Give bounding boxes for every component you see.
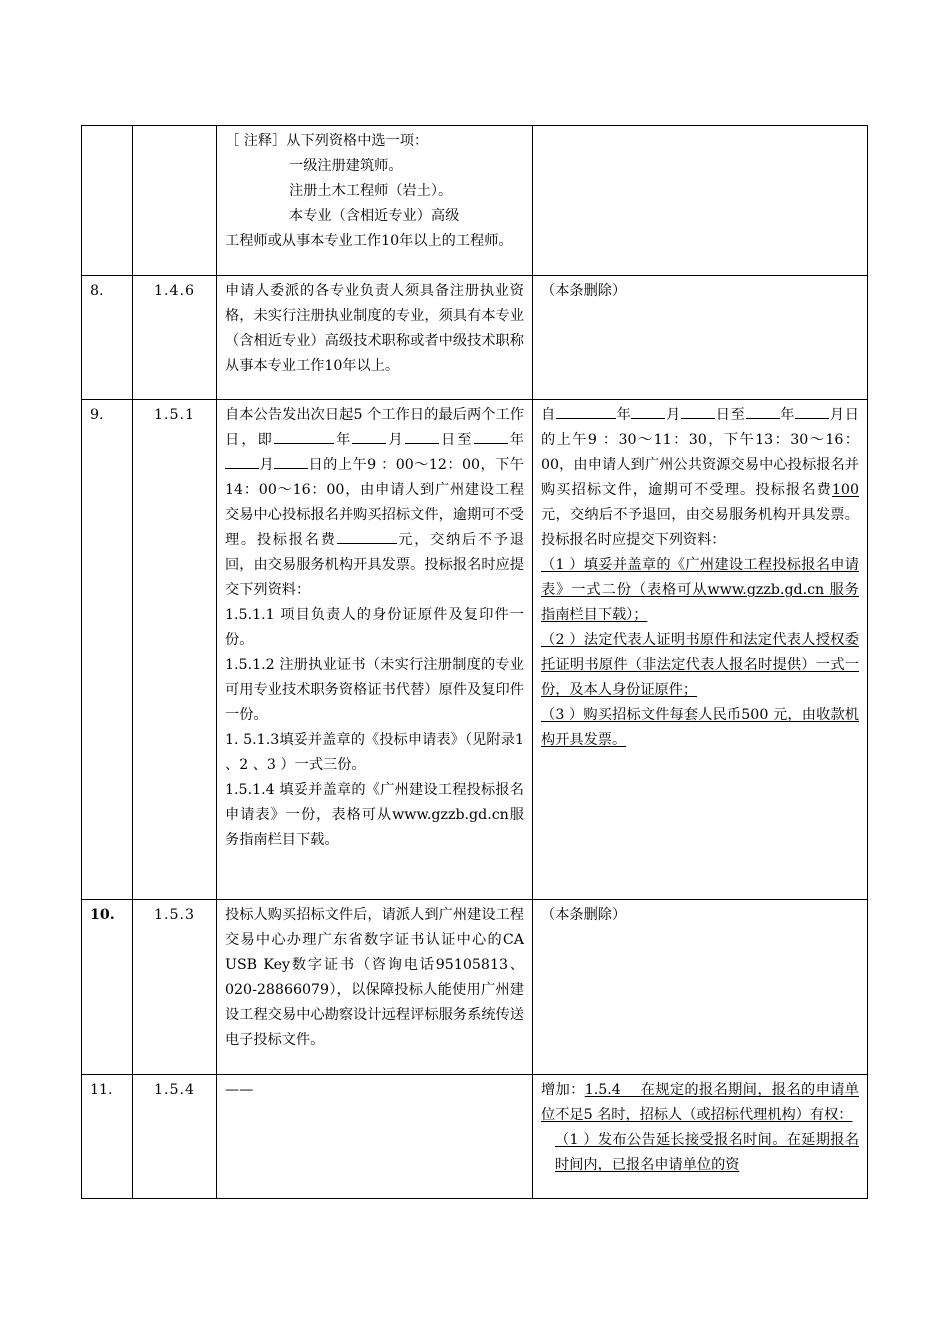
row-number: 10. bbox=[82, 900, 133, 1075]
row-number: 11. bbox=[82, 1075, 133, 1199]
blank-field bbox=[352, 428, 386, 444]
date-label: 年 bbox=[779, 407, 796, 423]
blank-field bbox=[225, 453, 259, 469]
date-label: 年 bbox=[507, 432, 524, 448]
revised-text-cell bbox=[533, 1075, 868, 1199]
original-text: —— bbox=[217, 1075, 533, 1199]
qualification-item: 一级注册建筑师。 bbox=[289, 158, 403, 174]
date-label: 月 bbox=[259, 457, 275, 473]
revised-prefix: 增加： bbox=[541, 1082, 585, 1098]
section-number: 1.5.4 bbox=[133, 1075, 217, 1199]
blank-field bbox=[405, 428, 439, 444]
original-paragraph: 自本公告发出次日起5 个工作日的最后两个工作日，即 bbox=[225, 407, 524, 448]
qualification-item: 本专业（含相近专业）高级 bbox=[289, 208, 460, 224]
section-number: 1.5.1 bbox=[133, 400, 217, 900]
note-label: ［ 注释］从下列资格中选一项： bbox=[225, 133, 429, 149]
amendment-table bbox=[81, 125, 868, 1199]
revised-item: （1 ）填妥并盖章的《广州建设工程投标报名申请表》一式二份（表格可从www.gzzb.gd.cn 服务指南栏目下载）； bbox=[541, 557, 859, 623]
table-row bbox=[82, 1075, 868, 1199]
qualification-item: 注册土木工程师（岩土）。 bbox=[289, 183, 453, 199]
date-label: 月 bbox=[829, 407, 845, 423]
table-row bbox=[82, 400, 868, 900]
row-number-cell bbox=[82, 126, 133, 276]
date-label: 月 bbox=[665, 407, 682, 423]
blank-field bbox=[337, 528, 397, 544]
revised-text-cell bbox=[533, 400, 868, 900]
revised-paragraph: 日的上午9 ：30～11：30，下午13：30～16：00，由申请人到广州公共资源交易中心投标报名并购买招标文件，逾期可不受理。投标报名费 bbox=[541, 407, 859, 498]
date-label: 月 bbox=[386, 432, 405, 448]
table-row bbox=[82, 900, 868, 1075]
date-label: 年 bbox=[615, 407, 632, 423]
blank-field bbox=[274, 453, 308, 469]
section-cell bbox=[133, 126, 217, 276]
row-number: 8. bbox=[82, 276, 133, 400]
original-text-cell bbox=[217, 126, 533, 276]
blank-field bbox=[746, 403, 780, 419]
row-number: 9. bbox=[82, 400, 133, 900]
original-item: 1.5.1.4 填妥并盖章的《广州建设工程投标报名申请表》一份，表格可从www.gzzb.gd.cn服务指南栏目下载。 bbox=[225, 782, 524, 848]
qualification-tail: 工程师或从事本专业工作10年以上的工程师。 bbox=[225, 233, 513, 249]
date-label: 日至 bbox=[715, 407, 746, 423]
revised-text: （本条删除） bbox=[533, 900, 868, 1075]
original-item: 1. 5.1.3填妥并盖章的《投标申请表》（见附录1 、2 、3 ）一式三份。 bbox=[225, 732, 524, 773]
revised-item: （1 ）发布公告延长接受报名时间。在延期报名时间内，已报名申请单位的资 bbox=[555, 1132, 859, 1173]
table-row bbox=[82, 126, 868, 276]
original-text: 投标人购买招标文件后，请派人到广州建设工程交易中心办理广东省数字证书认证中心的CA USB Key数字证书（咨询电话95105813、020-28866079），以保障投标人能使用广州建设工程交易中心勘察设计远程评标服务系统传送电子投标文件。 bbox=[217, 900, 533, 1075]
original-paragraph: 元，交纳后不予退回，由交易服务机构开具发票。投标报名时应提交下列资料： bbox=[225, 532, 524, 598]
blank-field bbox=[474, 428, 508, 444]
original-text: 申请人委派的各专业负责人须具备注册执业资格，未实行注册执业制度的专业，须具有本专业（含相近专业）高级技术职称或者中级技术职称从事本专业工作10年以上。 bbox=[217, 276, 533, 400]
blank-field bbox=[556, 403, 616, 419]
revised-item: （3 ）购买招标文件每套人民币500 元，由收款机构开具发票。 bbox=[541, 707, 859, 748]
date-label: 年 bbox=[333, 432, 353, 448]
blank-field bbox=[631, 403, 665, 419]
revised-item: （2 ）法定代表人证明书原件和法定代表人授权委托证明书原件（非法定代表人报名时提供）一式一份，及本人身份证原件； bbox=[541, 632, 859, 698]
blank-field bbox=[795, 403, 829, 419]
revised-text-cell bbox=[533, 126, 868, 276]
original-text-cell bbox=[217, 400, 533, 900]
date-label: 日至 bbox=[438, 432, 474, 448]
original-item: 1.5.1.1 项目负责人的身份证原件及复印件一份。 bbox=[225, 607, 524, 648]
section-number: 1.4.6 bbox=[133, 276, 217, 400]
original-paragraph: 日的上午9 ：00～12：00，下午14：00～16：00，由申请人到广州建设工程交易中心投标报名并购买招标文件，逾期可不受理。投标报名费 bbox=[225, 457, 524, 548]
original-item: 1.5.1.2 注册执业证书（未实行注册制度的专业可用专业技术职务资格证书代替）原件及复印件一份。 bbox=[225, 657, 524, 723]
table-row bbox=[82, 276, 868, 400]
blank-field bbox=[681, 403, 715, 419]
blank-field bbox=[274, 428, 334, 444]
section-number: 1.5.3 bbox=[133, 900, 217, 1075]
revised-item: 1.5.4 在规定的报名期间，报名的申请单位不足5 名时，招标人（或招标代理机构）有权： bbox=[541, 1082, 859, 1123]
date-label: 自 bbox=[541, 407, 556, 423]
fee-value: 100 bbox=[831, 482, 859, 498]
revised-paragraph: 元，交纳后不予退回，由交易服务机构开具发票。投标报名时应提交下列资料： bbox=[541, 507, 859, 548]
revised-text: （本条删除） bbox=[533, 276, 868, 400]
